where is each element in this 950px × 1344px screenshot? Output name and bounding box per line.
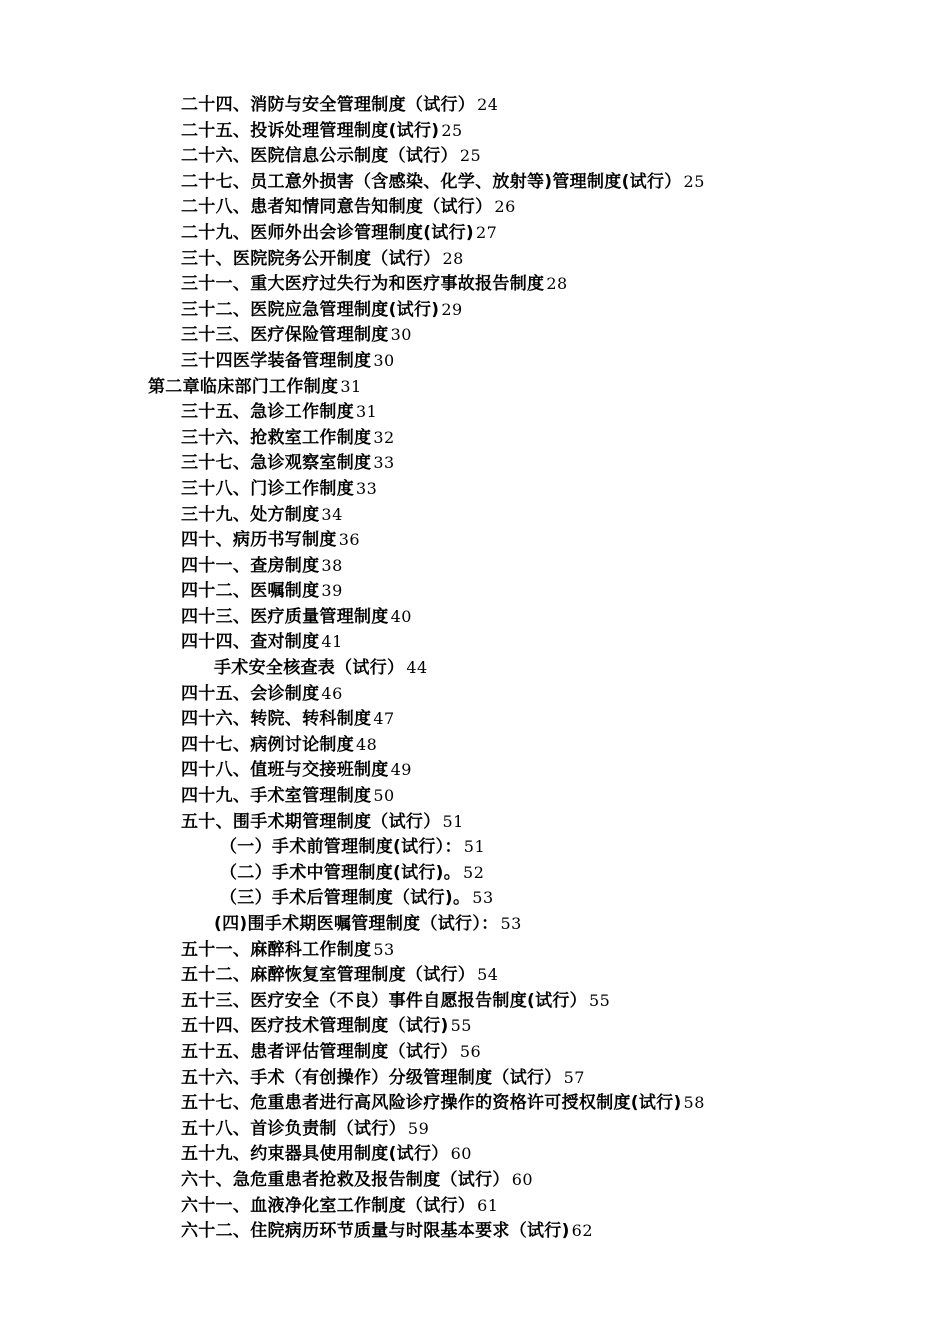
toc-entry-title: 五十、围手术期管理制度（试行） <box>181 811 441 832</box>
toc-entry[interactable] <box>0 1167 950 1193</box>
toc-entry-page: 30 <box>390 325 412 345</box>
toc-entry[interactable] <box>0 194 950 220</box>
toc-entry-page: 33 <box>373 453 395 473</box>
toc-entry[interactable] <box>0 271 950 297</box>
toc-entry-title: 五十三、医疗安全（不良）事件自愿报告制度(试行） <box>181 990 587 1011</box>
toc-entry-page: 24 <box>477 95 499 114</box>
toc-subentry[interactable] <box>0 860 950 886</box>
toc-entry[interactable] <box>0 629 950 655</box>
toc-entry-page: 51 <box>463 837 486 857</box>
toc-entry[interactable] <box>0 1013 950 1039</box>
toc-entry-title: 四十七、病例讨论制度 <box>181 734 354 755</box>
toc-entry-page: 33 <box>356 478 378 498</box>
toc-subentry[interactable] <box>0 885 950 911</box>
toc-entry-title: 六十二、住院病历环节质量与时限基本要求（试行) <box>181 1221 570 1242</box>
toc-entry[interactable] <box>0 425 950 451</box>
toc-entry[interactable] <box>0 937 950 963</box>
toc-entry-title: 四十四、查对制度 <box>181 632 320 653</box>
toc-entry-page: 30 <box>373 350 395 370</box>
toc-entry-page: 36 <box>338 530 361 550</box>
toc-entry-title: 三十八、门诊工作制度 <box>181 478 354 499</box>
toc-entry[interactable] <box>0 1141 950 1167</box>
toc-entry[interactable] <box>0 681 950 707</box>
toc-entry-title: 四十三、医疗质量管理制度 <box>181 606 389 627</box>
toc-entry-page: 28 <box>442 248 464 268</box>
toc-entry-page: 34 <box>321 504 343 524</box>
toc-entry[interactable] <box>0 502 950 528</box>
toc-entry-title: （二）手术中管理制度(试行)。 <box>220 862 462 883</box>
toc-entry[interactable] <box>0 578 950 604</box>
toc-entry-page: 53 <box>500 914 522 933</box>
toc-entry-page: 61 <box>477 1195 499 1215</box>
toc-entry-title: (四)围手术期医嘱管理制度（试行）： <box>214 914 499 934</box>
toc-entry[interactable] <box>0 604 950 630</box>
toc-entry-page: 53 <box>373 939 395 959</box>
toc-entry[interactable] <box>0 246 950 272</box>
toc-entry-page: 39 <box>321 581 343 601</box>
toc-entry-page: 60 <box>511 1169 534 1189</box>
toc-entry-page: 32 <box>373 427 395 447</box>
toc-subentry[interactable] <box>0 911 950 937</box>
toc-entry-page: 44 <box>406 658 428 678</box>
toc-entry-title: 五十八、首诊负责制（试行） <box>181 1118 406 1139</box>
toc-entry-title: 二十四、消防与安全管理制度（试行） <box>181 95 476 115</box>
toc-entry-page: 49 <box>390 760 412 780</box>
toc-entry-title: 三十六、抢救室工作制度 <box>181 427 372 448</box>
toc-entry[interactable] <box>0 348 950 374</box>
toc-entry-title: 五十七、危重患者进行高风险诊疗操作的资格许可授权制度(试行) <box>181 1093 682 1114</box>
toc-entry-title: 二十七、员工意外损害（含感染、化学、放射等)管理制度(试行） <box>181 171 682 192</box>
table-of-contents <box>0 92 950 1244</box>
toc-subentry[interactable] <box>0 655 950 681</box>
toc-entry-page: 40 <box>390 606 412 626</box>
toc-entry-page: 28 <box>546 274 568 294</box>
toc-entry-page: 38 <box>321 555 343 575</box>
toc-entry-page: 55 <box>588 990 611 1010</box>
toc-entry-title: 四十八、值班与交接班制度 <box>181 760 389 781</box>
toc-entry[interactable] <box>0 92 950 118</box>
toc-entry-page: 51 <box>442 811 464 831</box>
toc-entry[interactable] <box>0 476 950 502</box>
toc-entry-page: 56 <box>459 1041 482 1061</box>
toc-entry-title: 三十一、重大医疗过失行为和医疗事故报告制度 <box>181 274 545 295</box>
toc-entry-page: 25 <box>441 120 463 140</box>
toc-entry-title: 二十六、医院信息公示制度（试行） <box>181 146 458 167</box>
toc-entry-title: 三十三、医疗保险管理制度 <box>181 325 389 346</box>
toc-entry-page: 25 <box>683 171 705 191</box>
toc-chapter-entry[interactable] <box>0 374 950 400</box>
toc-entry-page: 25 <box>459 146 482 166</box>
toc-entry-page: 54 <box>477 965 499 985</box>
toc-entry[interactable] <box>0 809 950 835</box>
toc-entry[interactable] <box>0 757 950 783</box>
toc-entry-title: 二十五、投诉处理管理制度(试行) <box>181 120 440 141</box>
toc-entry-title: 四十一、查房制度 <box>181 555 320 576</box>
toc-entry-title: 五十六、手术（有创操作）分级管理制度（试行） <box>181 1067 562 1088</box>
toc-entry-title: 五十五、患者评估管理制度（试行） <box>181 1041 458 1062</box>
toc-entry[interactable] <box>0 322 950 348</box>
toc-entry[interactable] <box>0 1193 950 1219</box>
toc-entry[interactable] <box>0 988 950 1014</box>
toc-entry[interactable] <box>0 553 950 579</box>
toc-entry-title: 五十九、约束器具使用制度(试行） <box>181 1144 449 1165</box>
toc-entry[interactable] <box>0 118 950 144</box>
toc-entry-title: 手术安全核查表（试行） <box>214 658 405 679</box>
toc-entry-page: 26 <box>494 197 516 217</box>
toc-entry-title: （三）手术后管理制度（试行)。 <box>220 888 471 909</box>
toc-entry-page: 50 <box>373 786 395 806</box>
toc-entry-page: 29 <box>441 299 463 319</box>
toc-entry-page: 62 <box>571 1221 594 1241</box>
toc-entry-title: 四十二、医嘱制度 <box>181 581 320 602</box>
toc-entry-title: 三十七、急诊观察室制度 <box>181 453 372 474</box>
toc-entry-title: 三十二、医院应急管理制度(试行) <box>181 299 440 320</box>
toc-entry-title: 二十八、患者知情同意告知制度（试行） <box>181 197 493 218</box>
toc-entry-title: 五十四、医疗技术管理制度（试行) <box>181 1016 449 1037</box>
toc-entry-page: 31 <box>340 376 362 396</box>
toc-entry-page: 46 <box>321 683 343 703</box>
toc-chapter-title: 第二章临床部门工作制度 <box>148 376 339 397</box>
toc-entry[interactable] <box>0 962 950 988</box>
toc-entry[interactable] <box>0 220 950 246</box>
toc-entry-page: 47 <box>373 709 395 729</box>
toc-entry[interactable] <box>0 399 950 425</box>
toc-entry-title: 六十一、血液净化室工作制度（试行） <box>181 1195 476 1216</box>
toc-entry[interactable] <box>0 143 950 169</box>
toc-entry-page: 27 <box>475 222 498 242</box>
toc-entry-page: 59 <box>407 1118 430 1138</box>
toc-entry-page: 57 <box>563 1067 585 1087</box>
toc-entry-page: 48 <box>356 734 378 754</box>
toc-entry-title: 五十一、麻醉科工作制度 <box>181 939 372 960</box>
toc-entry-title: 六十、急危重患者抢救及报告制度（试行） <box>181 1169 510 1190</box>
toc-entry[interactable] <box>0 527 950 553</box>
toc-entry-page: 60 <box>450 1144 472 1164</box>
toc-entry-page: 58 <box>683 1093 705 1113</box>
toc-entry[interactable] <box>0 1090 950 1116</box>
toc-entry[interactable] <box>0 1065 950 1091</box>
toc-entry-title: 三十九、处方制度 <box>181 504 320 525</box>
toc-entry-page: 52 <box>463 862 485 882</box>
toc-entry[interactable] <box>0 450 950 476</box>
toc-entry-page: 55 <box>450 1016 472 1036</box>
toc-entry[interactable] <box>0 706 950 732</box>
toc-entry[interactable] <box>0 1116 950 1142</box>
toc-entry[interactable] <box>0 1039 950 1065</box>
toc-entry-title: 三十、医院院务公开制度（试行） <box>181 248 441 269</box>
toc-entry[interactable] <box>0 297 950 323</box>
toc-entry-page: 31 <box>356 402 378 422</box>
toc-entry-title: 三十五、急诊工作制度 <box>181 402 354 423</box>
toc-entry-title: 五十二、麻醉恢复室管理制度（试行） <box>181 965 476 986</box>
toc-subentry[interactable] <box>0 834 950 860</box>
toc-entry-title: 四十六、转院、转科制度 <box>181 709 372 730</box>
toc-entry-title: 二十九、医师外出会诊管理制度(试行) <box>181 222 474 243</box>
toc-entry[interactable] <box>0 783 950 809</box>
toc-entry[interactable] <box>0 732 950 758</box>
toc-entry-title: 四十九、手术室管理制度 <box>181 786 372 807</box>
toc-entry-title: 三十四医学装备管理制度 <box>181 350 372 371</box>
toc-entry-title: 四十五、会诊制度 <box>181 683 320 704</box>
toc-entry-page: 41 <box>321 632 343 652</box>
toc-entry-page: 53 <box>472 888 494 908</box>
toc-entry[interactable] <box>0 169 950 195</box>
toc-entry-title: 四十、病历书写制度 <box>181 530 337 551</box>
toc-entry[interactable] <box>0 1218 950 1244</box>
toc-entry-title: （一）手术前管理制度(试行）： <box>220 837 462 858</box>
